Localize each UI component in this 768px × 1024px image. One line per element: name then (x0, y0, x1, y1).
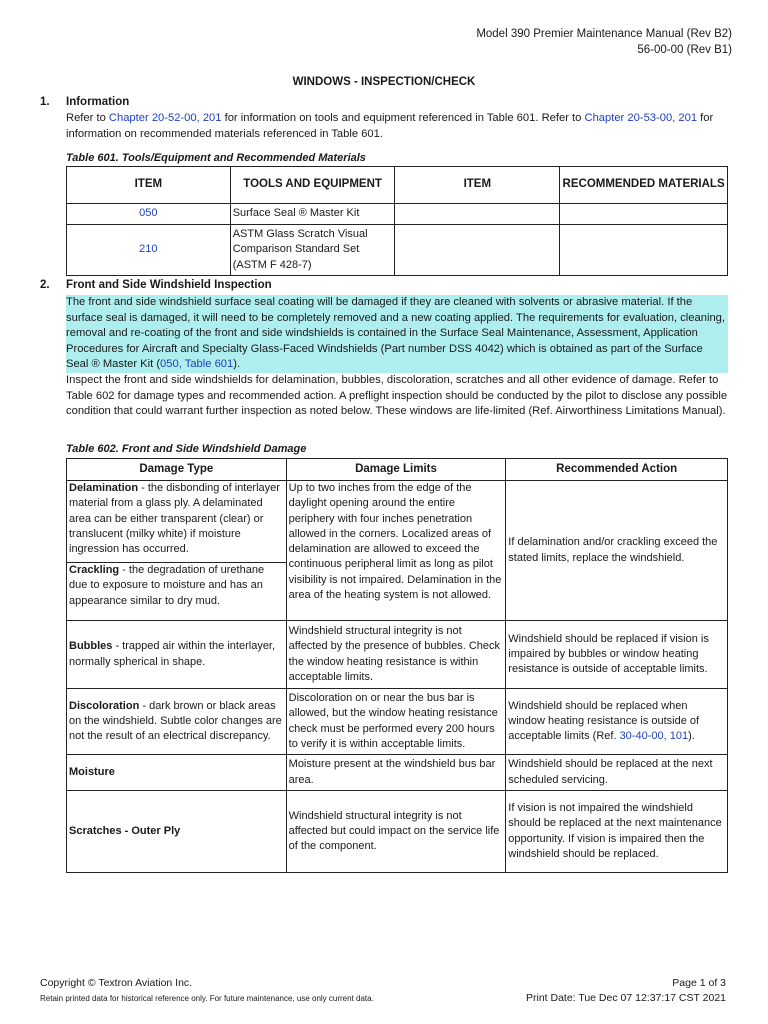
print-date: Print Date: Tue Dec 07 12:37:17 CST 2021 (525, 992, 726, 1004)
bubbles-limits: Windshield structural integrity is not affected by the presence of bubbles. Check the window heating resistance is within acceptable limits. (286, 621, 506, 689)
footer-left (40, 976, 374, 1006)
text-segment: ). (688, 730, 695, 743)
table-row (67, 755, 728, 791)
damage-desc: - the disbonding of interlayer material from a glass ply. A delaminated area can be either transparent (clear) or translucent (milky white) if moisture ingression has occurred. (69, 482, 280, 556)
text-segment: for information on tools and equipment referenced in Table 601. Refer to (221, 112, 585, 124)
bubbles-action: Windshield should be replaced if vision is impaired by bubbles or window heating resistance is outside of acceptable limits. (506, 621, 728, 689)
discoloration-limits: Discoloration on or near the bus bar is allowed, but the window heating resistance check must be performed every 200 hours to verify it is within acceptable limits. (286, 689, 506, 755)
section-2-heading: Front and Side Windshield Inspection (66, 279, 272, 291)
moisture-limits: Moisture present at the windshield bus bar area. (286, 755, 506, 791)
section-1-number: 1. (40, 96, 50, 108)
damage-term: Discoloration (69, 699, 140, 712)
damage-term: Bubbles (69, 640, 113, 653)
damage-desc: - trapped air within the interlayer, normally spherical in shape. (69, 640, 276, 668)
table-row (67, 791, 728, 873)
chapter-20-53-link[interactable]: Chapter 20-53-00, 201 (584, 112, 698, 124)
material-cell (560, 204, 728, 225)
scratches-cell: Scratches - Outer Ply (67, 791, 287, 873)
table-601-caption: Table 601. Tools/Equipment and Recommended Materials (66, 152, 366, 164)
retain-notice: Retain printed data for historical reference only. For future maintenance, use only current data. (40, 994, 374, 1003)
text-segment: ). (233, 358, 241, 370)
damage-desc: - the degradation of urethane due to exposure to moisture and has an appearance similar to dry mud. (69, 564, 265, 607)
item-cell (395, 204, 560, 225)
crackling-cell (67, 563, 287, 621)
table-row (67, 225, 728, 276)
page-header (476, 26, 732, 58)
delamination-limits: Up to two inches from the edge of the daylight opening around the entire periphery with four inches penetration allowed in the corners. Localized areas of delamination are allowed to exceed the continuous peripheral limit as long as pilot visibility is not impaired. Delamination in the area of the heating system is not allowed. (286, 481, 506, 621)
copyright: Copyright © Textron Aviation Inc. (40, 977, 193, 989)
item-cell (395, 225, 560, 276)
delamination-cell (67, 481, 287, 563)
table-602-header-action: Recommended Action (506, 459, 728, 481)
table-601-header-item-2: ITEM (395, 167, 560, 204)
chapter-20-52-link[interactable]: Chapter 20-52-00, 201 (108, 112, 222, 124)
footer-right (526, 976, 726, 1006)
table-601-header-tools: TOOLS AND EQUIPMENT (230, 167, 395, 204)
table-row (67, 204, 728, 225)
item-050-link[interactable]: 050 (67, 204, 231, 225)
tool-cell: ASTM Glass Scratch Visual Comparison Standard Set (ASTM F 428-7) (230, 225, 395, 276)
table-row (67, 481, 728, 563)
highlighted-caution-text (66, 295, 728, 373)
table-row (67, 689, 728, 755)
section-1-text (66, 111, 728, 142)
table-602-header-limits: Damage Limits (286, 459, 506, 481)
scratches-action: If vision is not impaired the windshield should be replaced at the next maintenance opportunity. If vision is impaired then the windshield should be replaced. (506, 791, 728, 873)
damage-term: Delamination (69, 482, 139, 494)
damage-term: Crackling (69, 564, 120, 576)
tool-cell: Surface Seal ® Master Kit (230, 204, 395, 225)
delamination-action: If delamination and/or crackling exceed the stated limits, replace the windshield. (506, 481, 728, 621)
scratches-limits: Windshield structural integrity is not affected but could impact on the service life of the component. (286, 791, 506, 873)
section-2-body: Inspect the front and side windshields for delamination, bubbles, discoloration, scratches and all other evidence of damage. Refer to Table 602 for damage types and recommended action. A preflight inspection should be conducted by the pilot to disclose any possible condition that could warrant further inspection as noted below. These windows are life-limited (Ref. Airworthiness Limitations Manual). (66, 374, 728, 417)
material-cell (560, 225, 728, 276)
moisture-action: Windshield should be replaced at the next scheduled servicing. (506, 755, 728, 791)
moisture-cell: Moisture (67, 755, 287, 791)
text-segment: for information on recommended materials referenced in Table 601. (66, 112, 714, 140)
table-601-header-item: ITEM (67, 167, 231, 204)
table-601 (66, 166, 728, 276)
discoloration-cell (67, 689, 287, 755)
page-title: WINDOWS - INSPECTION/CHECK (292, 76, 476, 88)
section-2-number: 2. (40, 279, 50, 291)
bubbles-cell (67, 621, 287, 689)
manual-title: Model 390 Premier Maintenance Manual (Rev B2) (476, 28, 732, 40)
damage-desc: - dark brown or black areas on the windshield. Subtle color changes are not the result of an electrical discrepancy. (69, 699, 282, 743)
discoloration-action (506, 689, 728, 755)
table-602-header-type: Damage Type (67, 459, 287, 481)
page-number: Page 1 of 3 (672, 977, 726, 989)
text-segment: Windshield should be replaced when window heating resistance is outside of acceptable limits (Ref. (508, 699, 700, 743)
chapter-reference: 56-00-00 (Rev B1) (637, 44, 732, 56)
text-segment: Refer to (66, 112, 109, 124)
table-row (67, 621, 728, 689)
item-210-link[interactable]: 210 (67, 225, 231, 276)
text-segment: The front and side windshield surface seal coating will be damaged if they are cleaned with solvents or abrasive material. If the surface seal is damaged, it will need to be completely removed and a new coating applied. The requirements for evaluation, cleaning, removal and re-coating of the front and side windshields is contained in the Surface Seal Maintenance, Assessment, Application Procedures for Aircraft and Specialty Glass-Faced Windshields (Part number DSS 4042) which is obtained as part of the Surface Seal ® Master Kit ( (66, 296, 725, 370)
kit-050-table-601-link[interactable]: 050, Table 601 (160, 358, 234, 370)
chapter-30-40-link[interactable]: 30-40-00, 101 (619, 730, 689, 743)
table-602-caption: Table 602. Front and Side Windshield Damage (66, 443, 307, 455)
table-602 (66, 458, 728, 873)
table-601-header-materials: RECOMMENDED MATERIALS (560, 167, 728, 204)
section-1-heading: Information (66, 96, 130, 108)
